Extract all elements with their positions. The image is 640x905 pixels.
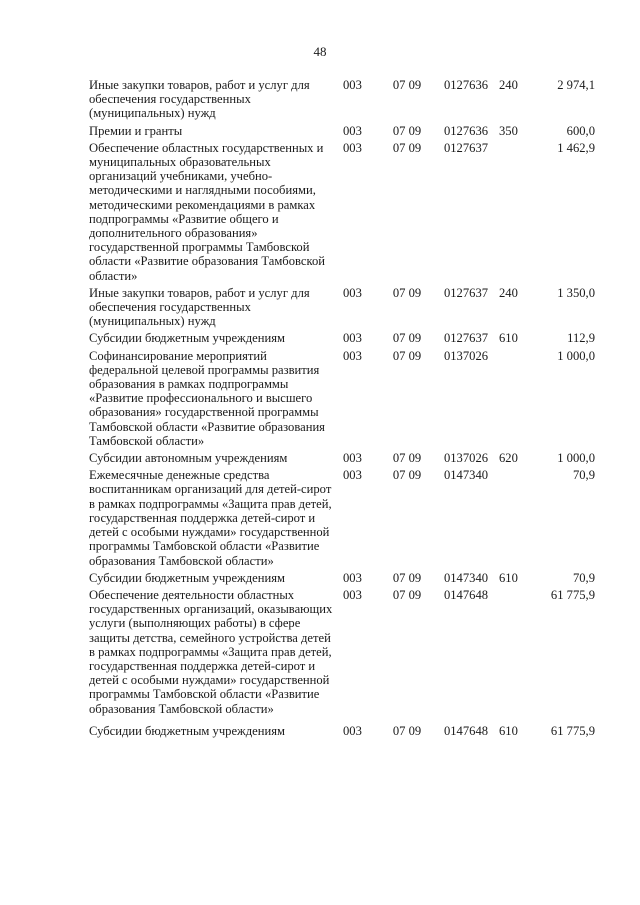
- row-ministry-code: 003: [343, 140, 362, 155]
- row-ministry-code: 003: [343, 123, 362, 138]
- table-row: [89, 78, 595, 124]
- row-sum: 70,9: [572, 468, 595, 483]
- row-target-code: 0127637: [443, 331, 489, 346]
- row-name: Иные закупки товаров, работ и услуг для обеспечения государственных (муниципальных) нужд: [89, 285, 310, 329]
- row-ministry-code: 003: [343, 451, 362, 466]
- row-target-code: 0147648: [443, 723, 489, 738]
- row-ministry-code: 003: [343, 587, 362, 602]
- budget-table-body: [89, 78, 595, 741]
- table-row: [89, 124, 595, 141]
- table-row: [89, 451, 595, 468]
- row-sum: 1 350,0: [557, 285, 595, 300]
- row-expense-type-code: 350: [499, 123, 518, 138]
- row-sum: 1 462,9: [557, 140, 595, 155]
- row-ministry-code: 003: [343, 331, 362, 346]
- row-target-code: 0147340: [443, 570, 489, 585]
- row-section-code: 07 09: [392, 570, 422, 585]
- row-sum: 1 000,0: [557, 451, 595, 466]
- row-expense-type-code: [499, 588, 535, 724]
- table-row: [89, 286, 595, 332]
- row-target-code: 0127637: [443, 140, 489, 155]
- table-row: [89, 724, 595, 741]
- table-row: [89, 588, 595, 724]
- row-section-code: 07 09: [392, 587, 422, 602]
- row-name: Обеспечение деятельности областных государственных организаций, оказывающих услуги (выполняющих работы) в сфере защиты детства, семейного устройства детей в рамках подпрограммы «Защита прав детей, государственная поддержка детей-сирот и детей с особыми нуждами» государственной программы Тамбовской области «Развитие образования Тамбовской области»: [89, 587, 333, 716]
- row-sum: 600,0: [566, 123, 595, 138]
- table-row: [89, 468, 595, 570]
- row-expense-type-code: [499, 468, 535, 570]
- table-row: [89, 141, 595, 286]
- row-section-code: 07 09: [392, 468, 422, 483]
- row-name: Софинансирование мероприятий федеральной целевой программы развития образования в рамках подпрограммы «Развитие профессионального и высшего образования» государственной программы Тамбовской области «Развитие образования Тамбовской области»: [89, 348, 325, 448]
- row-section-code: 07 09: [392, 451, 422, 466]
- row-sum: 70,9: [572, 570, 595, 585]
- row-expense-type-code: [499, 141, 535, 286]
- row-sum: 61 775,9: [550, 723, 595, 738]
- row-ministry-code: 003: [343, 570, 362, 585]
- row-expense-type-code: 610: [499, 570, 518, 585]
- row-section-code: 07 09: [392, 331, 422, 346]
- row-section-code: 07 09: [392, 723, 422, 738]
- table-row: [89, 349, 595, 451]
- row-target-code: 0127637: [443, 285, 489, 300]
- row-target-code: 0127636: [443, 78, 489, 92]
- row-sum: 112,9: [567, 331, 595, 346]
- row-expense-type-code: 620: [499, 451, 518, 466]
- row-name: Ежемесячные денежные средства воспитанникам организаций для детей-сирот в рамках подпрограммы «Защита прав детей, государственная поддержка детей-сирот и детей с особыми нуждами» государственной программы Тамбовской области «Развитие образования Тамбовской области»: [89, 468, 332, 568]
- row-section-code: 07 09: [392, 140, 422, 155]
- row-target-code: 0127636: [443, 123, 489, 138]
- row-name: Субсидии бюджетным учреждениям: [89, 570, 285, 585]
- row-target-code: 0147648: [443, 587, 489, 602]
- row-name: Субсидии автономным учреждениям: [89, 451, 288, 466]
- row-expense-type-code: 610: [499, 331, 518, 346]
- row-target-code: 0147340: [443, 468, 489, 483]
- row-expense-type-code: 240: [499, 285, 518, 300]
- row-ministry-code: 003: [343, 78, 362, 92]
- row-name: Субсидии бюджетным учреждениям: [89, 331, 285, 346]
- row-ministry-code: 003: [343, 723, 362, 738]
- table-row: [89, 331, 595, 348]
- row-sum: 61 775,9: [550, 587, 595, 602]
- row-section-code: 07 09: [392, 78, 422, 92]
- row-ministry-code: 003: [343, 285, 362, 300]
- row-section-code: 07 09: [392, 123, 422, 138]
- row-sum: 2 974,1: [557, 78, 595, 92]
- row-expense-type-code: 610: [499, 723, 518, 738]
- row-section-code: 07 09: [392, 348, 422, 363]
- row-ministry-code: 003: [343, 468, 362, 483]
- row-name: Обеспечение областных государственных и муниципальных образовательных организаций учебниками, учебно-методическими и наглядными пособиями, методическими рекомендациями в рамках подпрограммы «Развитие общего и дополнительного образования» государственной программы Тамбовской области «Развитие образования Тамбовской области»: [89, 140, 325, 283]
- row-sum: 1 000,0: [557, 348, 595, 363]
- row-expense-type-code: [499, 349, 535, 451]
- row-ministry-code: 003: [343, 348, 362, 363]
- budget-table: [89, 78, 595, 741]
- row-name: Субсидии бюджетным учреждениям: [89, 723, 285, 738]
- row-target-code: 0137026: [443, 348, 489, 363]
- row-name: Иные закупки товаров, работ и услуг для обеспечения государственных (муниципальных) нужд: [89, 78, 310, 121]
- row-expense-type-code: 240: [499, 78, 518, 92]
- table-row: [89, 571, 595, 588]
- page-number: 48: [313, 44, 327, 59]
- row-name: Премии и гранты: [89, 123, 183, 138]
- row-section-code: 07 09: [392, 285, 422, 300]
- row-target-code: 0137026: [443, 451, 489, 466]
